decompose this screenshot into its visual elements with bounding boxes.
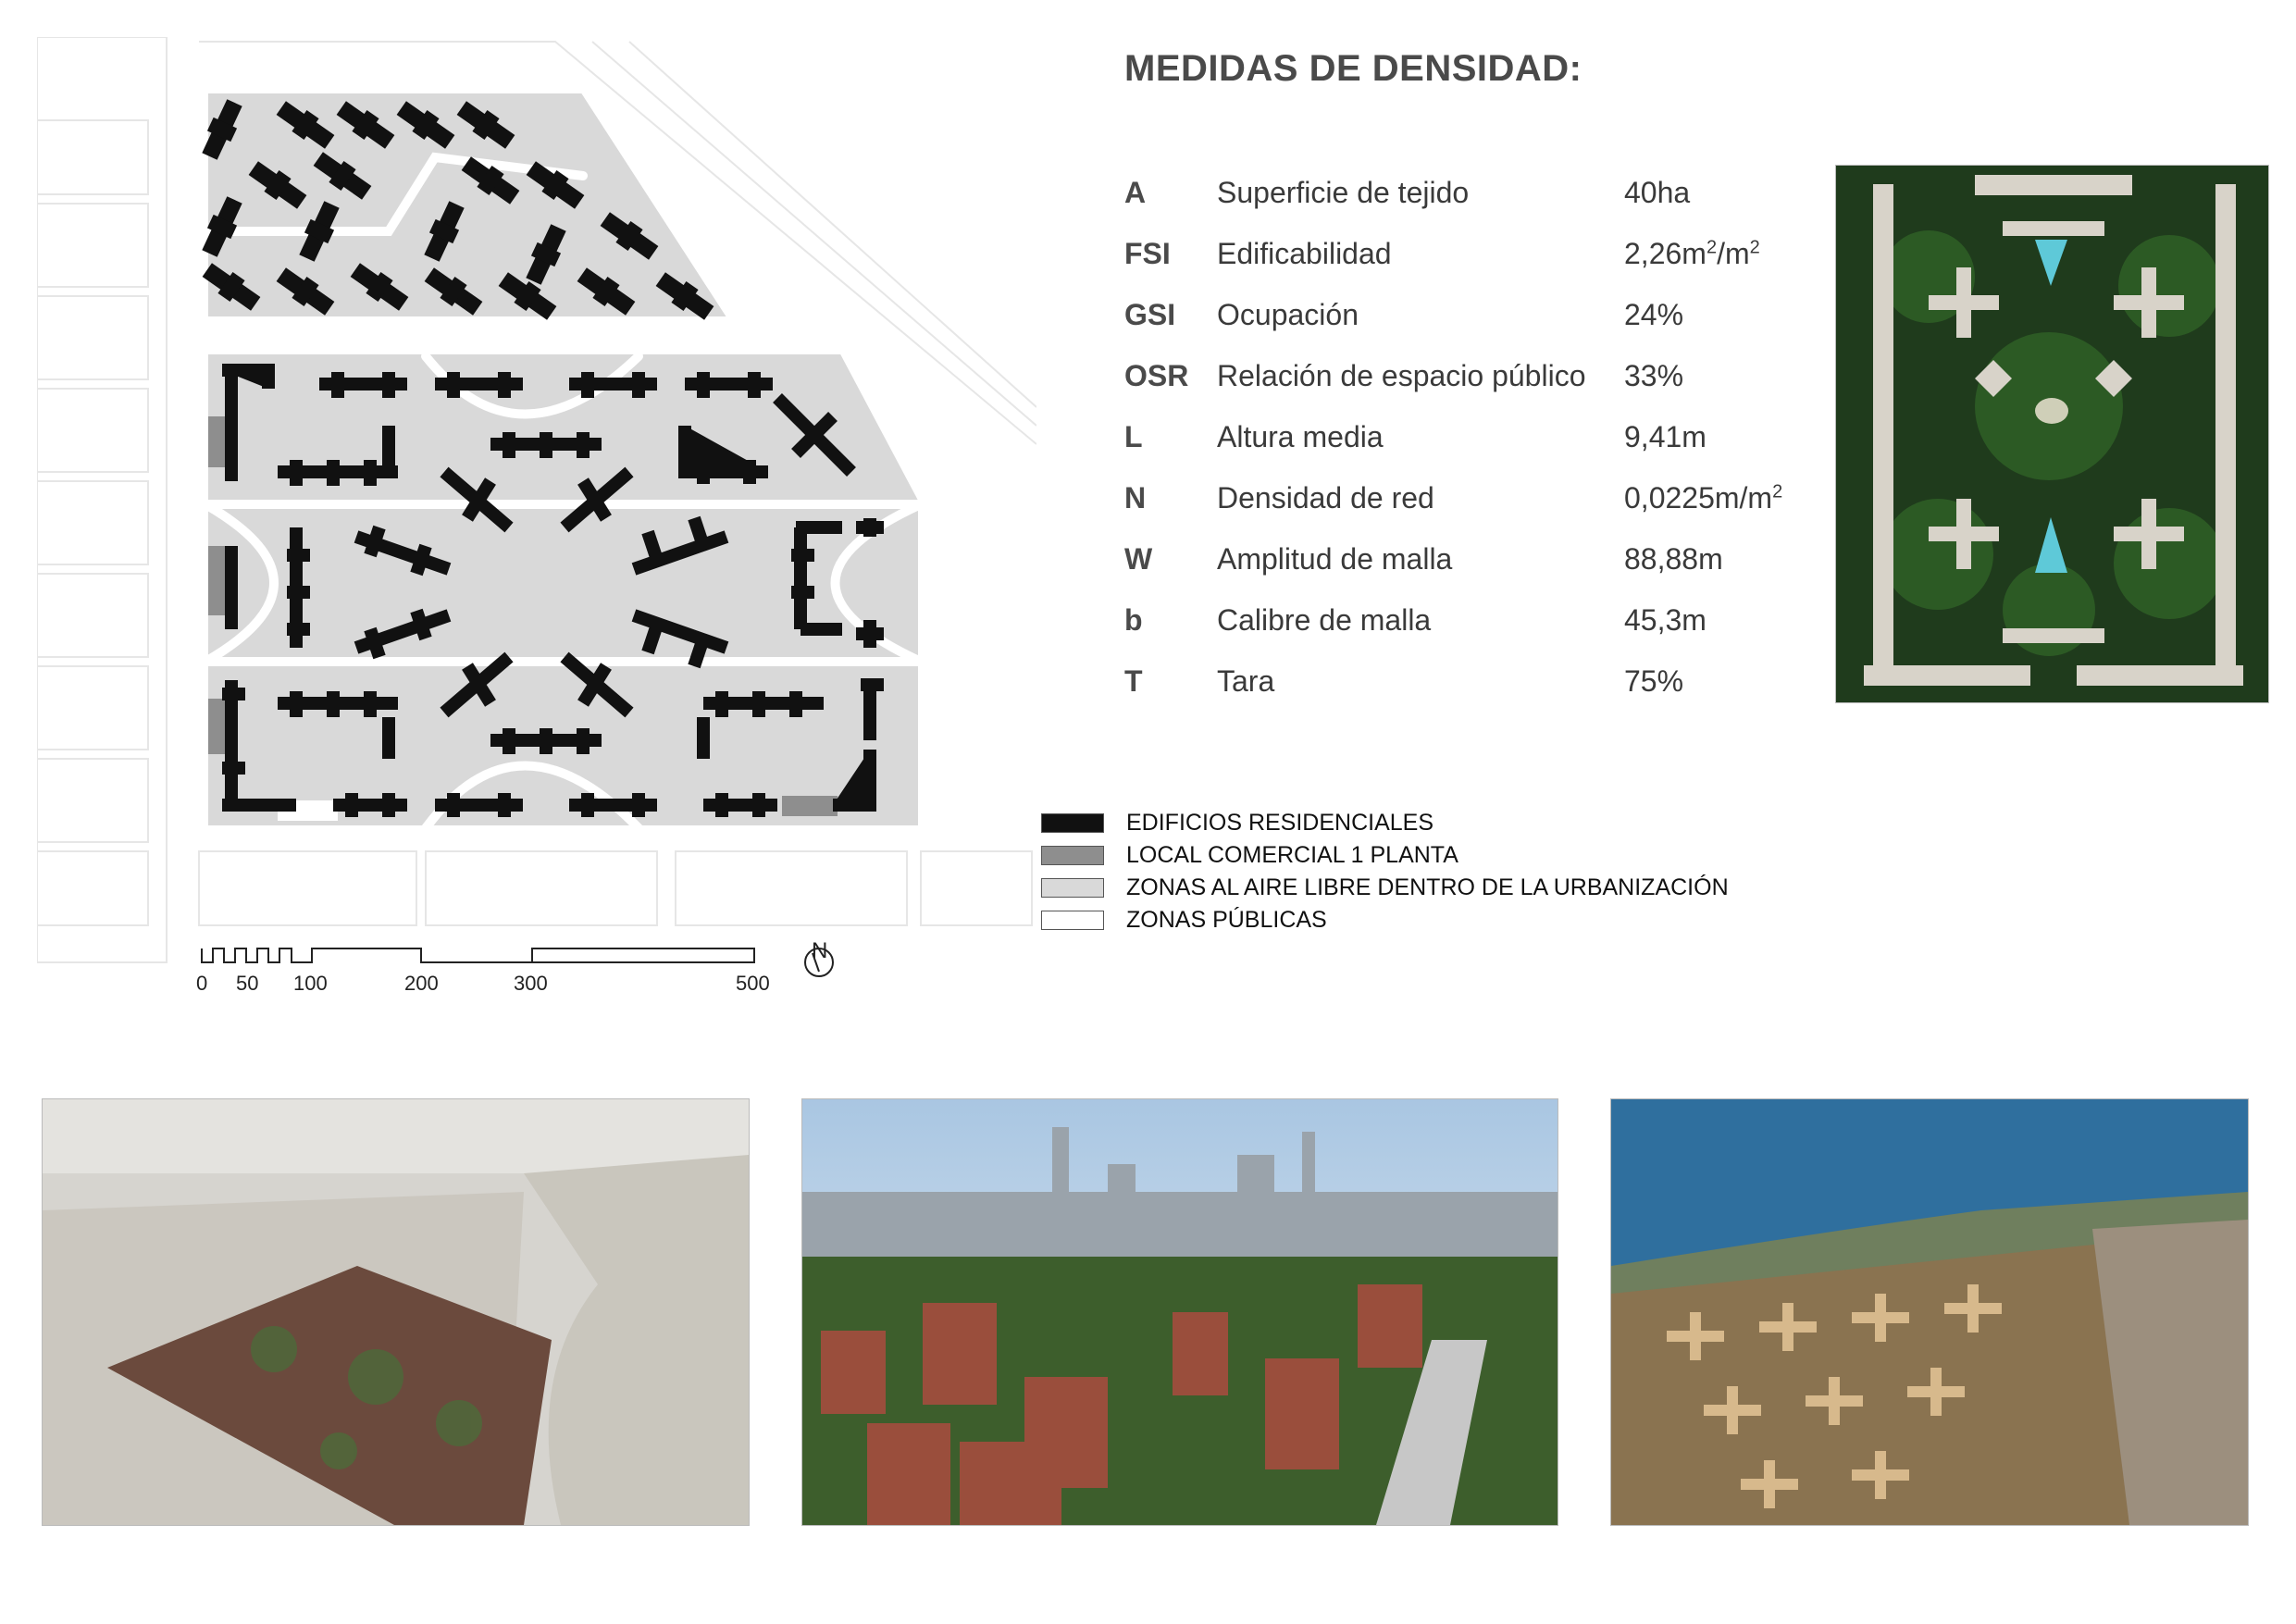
legend-swatch <box>1041 813 1104 833</box>
legend-swatch <box>1041 911 1104 930</box>
scale-tick-50: 50 <box>236 972 259 995</box>
metric-label: Relación de espacio público <box>1217 359 1586 392</box>
legend-swatch <box>1041 846 1104 865</box>
aerial-photo-skyline <box>801 1098 1558 1526</box>
metric-label: Calibre de malla <box>1217 603 1432 637</box>
scale-tick-200: 200 <box>404 972 439 995</box>
north-label: N <box>812 938 828 963</box>
aerial-photo-waterfront <box>1610 1098 2249 1526</box>
metric-symbol: A <box>1124 176 1147 209</box>
scale-tick-0: 0 <box>196 972 208 995</box>
legend-swatch <box>1041 878 1104 898</box>
legend-label: ZONAS AL AIRE LIBRE DENTRO DE LA URBANIZACIÓN <box>1126 874 1729 900</box>
page-title: MEDIDAS DE DENSIDAD: <box>1124 48 1582 89</box>
legend-label: EDIFICIOS RESIDENCIALES <box>1126 810 1434 836</box>
metric-value: 88,88m <box>1624 542 1723 576</box>
metric-label: Amplitud de malla <box>1217 542 1453 576</box>
metric-symbol: L <box>1124 420 1143 453</box>
satellite-photo <box>1835 165 2269 703</box>
metric-label: Superficie de tejido <box>1217 176 1470 209</box>
metric-symbol: T <box>1124 664 1143 698</box>
metric-symbol: GSI <box>1124 298 1176 331</box>
scale-labels <box>196 938 827 995</box>
metric-label: Ocupación <box>1217 298 1359 331</box>
metric-value: 9,41m <box>1624 420 1706 453</box>
metric-value: 33% <box>1624 359 1684 392</box>
metric-symbol: W <box>1124 542 1153 576</box>
aerial-photo-river <box>42 1098 750 1526</box>
metric-value: $0,0225m/m^2$ <box>1624 481 1783 514</box>
scale-tick-300: 300 <box>514 972 548 995</box>
scale-tick-100: 100 <box>293 972 328 995</box>
scale-tick-500: 500 <box>736 972 770 995</box>
open-space-blocks <box>205 91 921 828</box>
legend-label: LOCAL COMERCIAL 1 PLANTA <box>1126 842 1458 868</box>
metric-symbol: N <box>1124 481 1147 514</box>
legend-label: ZONAS PÚBLICAS <box>1126 907 1327 933</box>
metric-value: 24% <box>1624 298 1684 331</box>
metric-label: Densidad de red <box>1217 481 1434 514</box>
metric-value: 45,3m <box>1624 603 1706 637</box>
metric-value: 75% <box>1624 664 1684 698</box>
metric-symbol: FSI <box>1124 237 1171 270</box>
metric-label: Altura media <box>1217 420 1384 453</box>
metric-label: Edificabilidad <box>1217 237 1392 270</box>
metric-label: Tara <box>1217 664 1275 698</box>
metric-value: $2,26m^2/m^2$ <box>1624 237 1760 270</box>
metric-symbol: b <box>1124 603 1143 637</box>
metric-symbol: OSR <box>1124 359 1189 392</box>
site-plan <box>37 37 1036 999</box>
metric-value: 40ha <box>1624 176 1691 209</box>
